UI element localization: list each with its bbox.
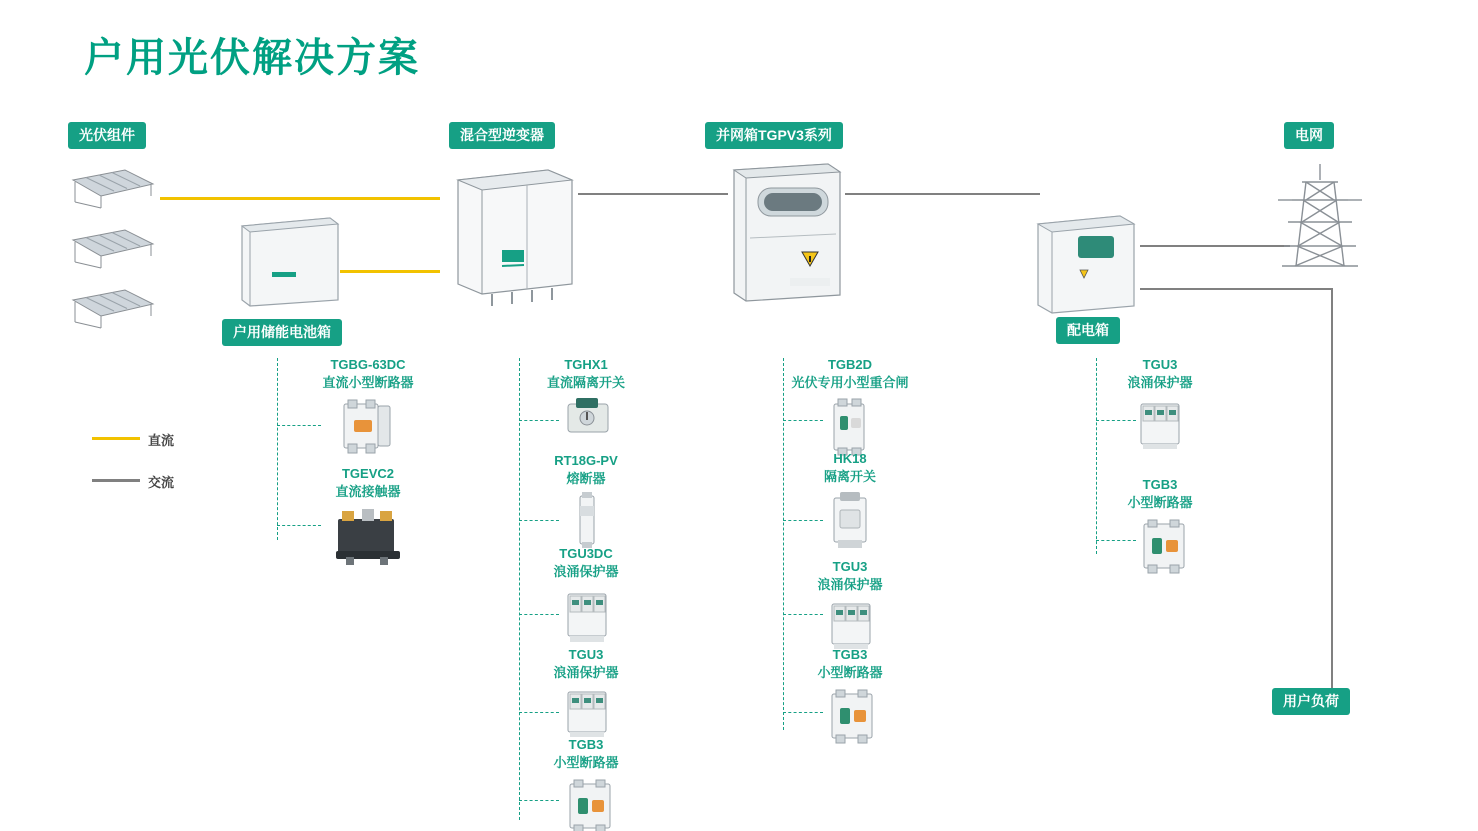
tag-hybrid-inverter: 混合型逆变器 (449, 122, 555, 149)
legend-ac-line (92, 479, 140, 482)
component-label-tgb2d (760, 356, 940, 391)
ac-wire-gridbox-to-distribution (845, 193, 1040, 195)
product-image-dc-contactor (332, 505, 404, 567)
component-label-tghx1 (511, 356, 661, 391)
component-desc: 隔离开关 (823, 468, 876, 484)
tag-grid-box: 并网箱TGPV3系列 (705, 122, 843, 149)
component-desc: 直流小型断路器 (322, 374, 414, 390)
branch-tick-inverter-5 (519, 800, 559, 801)
component-model: TGEVC2 (341, 466, 394, 481)
component-model: TGB3 (832, 647, 868, 662)
product-image-mcb (562, 778, 620, 831)
branch-tick-inverter-1 (519, 420, 559, 421)
component-label-tgu3-gridbox (775, 558, 925, 593)
ac-wire-distribution-to-grid (1140, 245, 1290, 247)
grid-box-illustration (728, 160, 848, 305)
component-desc: 直流接触器 (335, 483, 401, 499)
branch-tick-inverter-3 (519, 614, 559, 615)
component-model: TGB3 (568, 737, 604, 752)
component-label-tgb3-gridbox (775, 646, 925, 681)
component-model: TGB2D (827, 357, 873, 372)
grid-tower-illustration (1272, 160, 1368, 272)
legend-dc-label: 直流 (148, 433, 175, 448)
product-image-spd-dc (560, 586, 616, 644)
branch-tick-inverter-4 (519, 712, 559, 713)
page-title: 户用光伏解决方案 (84, 36, 420, 80)
distribution-box-illustration (1034, 208, 1144, 318)
component-desc: 浪涌保护器 (817, 576, 883, 592)
ac-wire-distribution-to-load-v (1331, 288, 1333, 688)
product-image-spd (560, 686, 616, 738)
tag-distribution-box: 配电箱 (1056, 317, 1120, 344)
component-desc: 浪涌保护器 (1127, 374, 1193, 390)
component-desc: 小型断路器 (817, 664, 883, 680)
branch-tick-battery-1 (277, 425, 321, 426)
dc-wire-battery-to-inverter (340, 270, 440, 273)
tag-pv-modules: 光伏组件 (68, 122, 146, 149)
hybrid-inverter-illustration (452, 166, 582, 306)
product-image-mcb (824, 688, 882, 744)
component-label-tgevc2 (293, 465, 443, 500)
branch-tick-distribution-2 (1096, 540, 1136, 541)
legend-ac-label: 交流 (148, 475, 175, 490)
component-model: TGU3 (1142, 357, 1178, 372)
product-image-spd (824, 598, 880, 650)
component-model: TGU3 (832, 559, 868, 574)
branch-tick-gridbox-3 (783, 614, 823, 615)
component-label-hk18 (775, 450, 925, 485)
dc-wire-pv-to-inverter (160, 197, 440, 200)
component-label-tgbg63dc (293, 356, 443, 391)
component-desc: 小型断路器 (1127, 494, 1193, 510)
branch-line-battery (277, 358, 278, 540)
component-desc: 浪涌保护器 (553, 563, 619, 579)
pv-array-illustration (60, 162, 170, 342)
component-label-tgu3dc (511, 545, 661, 580)
branch-tick-distribution-1 (1096, 420, 1136, 421)
component-model: TGU3 (568, 647, 604, 662)
product-image-spd (1133, 398, 1189, 450)
tag-user-load: 用户负荷 (1272, 688, 1350, 715)
product-image-mcb-dc (336, 398, 398, 456)
component-model: TGHX1 (564, 357, 608, 372)
component-desc: 直流隔离开关 (546, 374, 625, 390)
component-desc: 光伏专用小型重合闸 (791, 374, 909, 390)
component-model: TGB3 (1142, 477, 1178, 492)
product-image-dc-isolator (562, 396, 614, 440)
ac-wire-distribution-to-load-h (1140, 288, 1333, 290)
branch-tick-inverter-2 (519, 520, 559, 521)
component-label-rt18gpv (511, 452, 661, 487)
legend-dc-line (92, 437, 140, 440)
product-image-recloser (824, 398, 876, 456)
component-label-tgu3-distribution (1085, 356, 1235, 391)
battery-box-illustration (238, 210, 343, 310)
component-desc: 小型断路器 (553, 754, 619, 770)
component-model: HK18 (833, 451, 867, 466)
branch-tick-gridbox-4 (783, 712, 823, 713)
component-desc: 熔断器 (566, 470, 606, 486)
branch-tick-gridbox-2 (783, 520, 823, 521)
product-image-isolator (826, 490, 874, 550)
branch-tick-gridbox-1 (783, 420, 823, 421)
component-label-tgb3-inverter (511, 736, 661, 771)
tag-battery-box: 户用储能电池箱 (222, 319, 342, 346)
product-image-fuse (570, 492, 604, 550)
component-label-tgb3-distribution (1085, 476, 1235, 511)
product-image-mcb (1136, 518, 1194, 574)
component-model: TGBG-63DC (330, 357, 406, 372)
component-model: TGU3DC (559, 546, 613, 561)
branch-tick-battery-2 (277, 525, 321, 526)
component-label-tgu3-inverter (511, 646, 661, 681)
tag-grid: 电网 (1284, 122, 1334, 149)
component-model: RT18G-PV (554, 453, 618, 468)
component-desc: 浪涌保护器 (553, 664, 619, 680)
ac-wire-inverter-to-gridbox (578, 193, 728, 195)
